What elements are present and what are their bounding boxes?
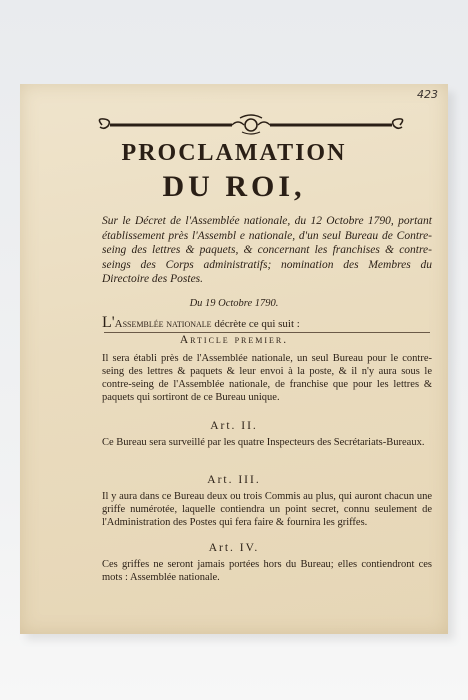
article-4-heading: Art. IV. (208, 542, 260, 554)
intro-rest: décrète ce qui suit : (211, 318, 300, 330)
intro-caps: Assemblée nationale (114, 318, 212, 330)
title-du-roi: DU ROI, (162, 170, 306, 203)
intro-line (102, 314, 432, 332)
article-2-heading: Art. II. (210, 420, 258, 432)
decree-date: Du 19 Octobre 1790. (189, 298, 279, 309)
title-proclamation: PROCLAMATION (121, 140, 347, 166)
header-ornament (92, 114, 410, 136)
intro-initial: L' (102, 314, 115, 331)
folio-number: 423 (417, 88, 438, 101)
decree-subtitle: Sur le Décret de l'Assemblée nationale, du 12 Octobre 1790, portant établissement près l'Assembl e nationale, d'un seul Bureau de Contre-seing des lettres & paquets, & concernant les franchises & contre-seings des Corps administratifs; nomination des Membres du Directoire des Postes. (102, 215, 432, 285)
article-3-heading: Art. III. (207, 474, 261, 486)
article-4-text: Ces griffes ne seront jamais portées hors du Bureau; elles contiendront ces mots : Assemblée nationale. (102, 559, 432, 583)
article-3-text: Il y aura dans ce Bureau deux ou trois Commis au plus, qui auront chacun une griffe numérotée, laquelle contiendra un point secret, connu seulement de l'Administration des Postes qui fera faire & fournira les griffes. (102, 491, 432, 528)
article-2-text: Ce Bureau sera surveillé par les quatre Inspecteurs des Secrétariats-Bureaux. (102, 437, 425, 448)
divider-rule (104, 332, 430, 333)
document-sheet (20, 84, 448, 634)
article-1-text: Il sera établi près de l'Assemblée nationale, un seul Bureau pour le contre-seing des lettres & paquets & leur envoi à la poste, & il n'y aura sous le contre-seing de l'Assemblée nationale, de franchise que pour les lettres & paquets qui sortiront de ce Bureau unique. (102, 353, 432, 403)
article-1-heading: Article premier. (179, 334, 289, 346)
